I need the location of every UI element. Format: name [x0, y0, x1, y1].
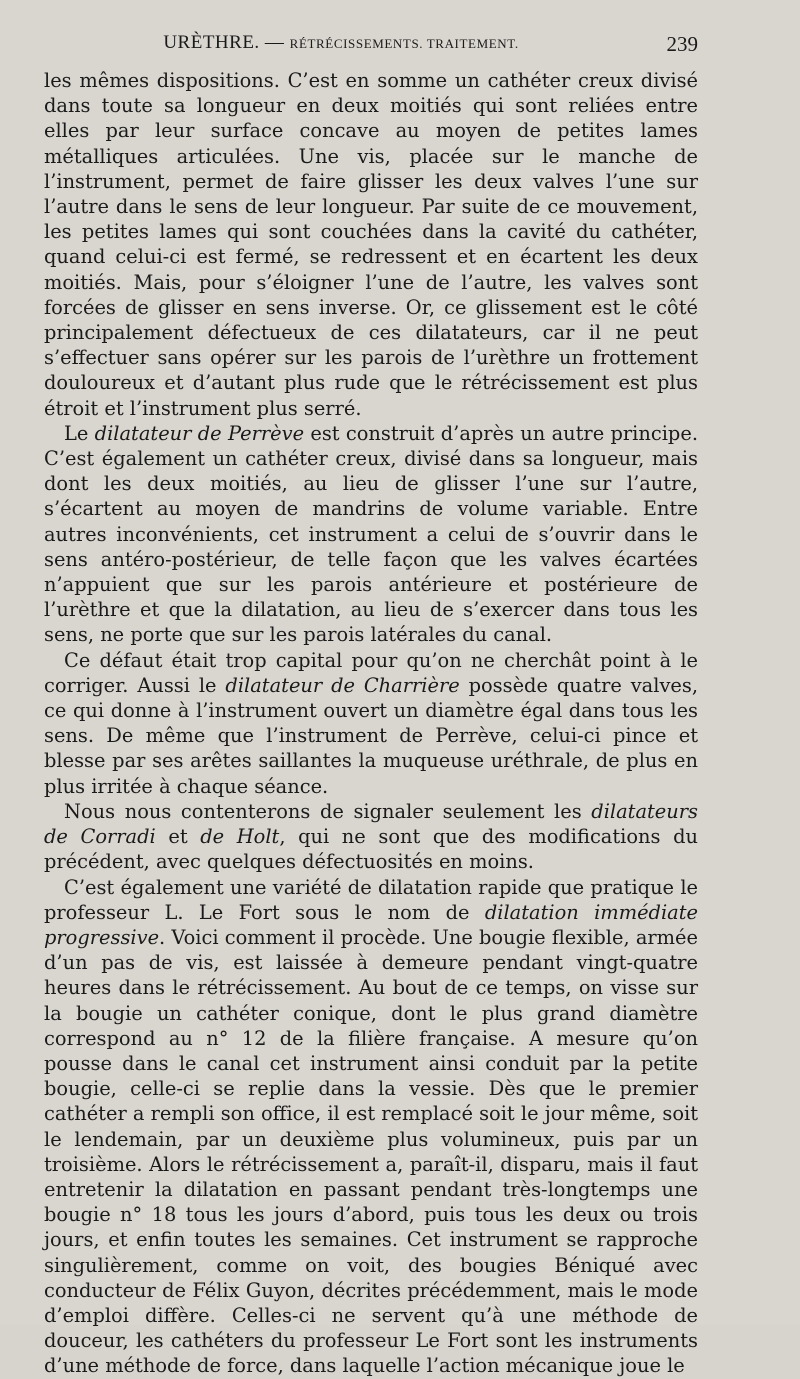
paragraph-3-italic-a: dilatateur de Charrière — [225, 673, 460, 697]
paragraph-4 — [44, 799, 698, 875]
paragraph-1: les mêmes dispositions. C’est en somme un cathéter creux divisé dans toute sa longueur en deux moitiés qui sont reliées entre elles par leur surface concave au moyen de petites lames métalliques articulées. Une vis, placée sur le manche de l’instrument, permet de faire glisser les deux valves l’une sur l’autre dans le sens de leur longueur. Par suite de ce mouvement, les petites lames qui sont couchées dans la cavité du cathéter, quand celui-ci est fermé, se redressent et en écartent les deux moitiés. Mais, pour s’éloigner l’une de l’autre, les valves sont forcées de glisser en sens inverse. Or, ce glissement est le côté principalement défectueux de ces dilatateurs, car il ne peut s’effectuer sans opérer sur les parois de l’urèthre un frottement douloureux et d’autant plus rude que le rétrécissement est plus étroit et l’instrument plus serré. — [44, 69, 698, 420]
page-number: 239 — [666, 32, 698, 56]
paragraph-2-text-a: Le — [64, 421, 95, 445]
header-section: RÉTRÉCISSEMENTS. TRAITEMENT. — [289, 36, 519, 51]
paragraph-3 — [44, 648, 698, 799]
header-title: URÈTHRE. — [163, 32, 260, 53]
paragraph-4-text-a: Nous nous contenterons de signaler seulement les — [64, 799, 592, 823]
paragraph-3-text-a: Ce défaut était trop capital pour qu’on ne cherchât point à le corriger. Aussi le — [44, 648, 698, 697]
paragraph-3-text-b: possède quatre valves, ce qui donne à l’instrument ouvert un diamètre égal dans tous les sens. De même que l’instrument de Perrève, celui-ci pince et blesse par ses arêtes saillantes la muqueuse uréthrale, de plus en plus irritée à chaque séance. — [44, 673, 698, 798]
paragraph-5-italic-a: dilatation immédiate progressive — [44, 900, 698, 949]
paragraph-2-italic-a: dilatateur de Perrève — [94, 421, 305, 445]
paragraph-2-text-b: est construit d’après un autre principe. C’est également un cathéter creux, divisé dans sa longueur, mais dont les deux moitiés, au lieu de glisser l’une sur l’autre, s’écartent au moyen de mandrins de volume variable. Entre autres inconvénients, cet instrument a celui de s’ouvrir dans le sens antéro-postérieur, de telle façon que les valves écartées n’appuient que sur les parois antérieure et postérieure de l’urèthre et que la dilatation, au lieu de s’exercer dans tous les sens, ne porte que sur les parois latérales du canal. — [44, 421, 698, 647]
running-header — [44, 32, 698, 60]
paragraph-4-italic-a: dilatateurs de Corradi — [44, 799, 698, 849]
paragraph-2 — [44, 421, 698, 648]
paragraph-4-italic-b: de Holt — [200, 825, 280, 849]
header-dash: — — [259, 32, 290, 53]
paragraph-5-text-b: . Voici comment il procède. Une bougie flexible, armée d’un pas de vis, est laissée à demeure pendant vingt-quatre heures dans le rétrécissement. Au bout de ce temps, on visse sur la bougie un cathéter conique, dont le plus grand diamètre correspond au n° 12 de la filière française. A mesure qu’on pousse dans le canal cet instrument ainsi conduit par la petite bougie, celle-ci se replie dans la vessie. Dès que le premier cathéter a rempli son office, il est remplacé soit le jour même, soit le lendemain, par un deuxième plus volumineux, puis par un troisième. Alors le rétrécissement a, paraît-il, disparu, mais il faut entretenir la dilatation en passant pendant très-longtemps une bougie n° 18 tous les jours d’abord, puis tous les deux ou trois jours, et enfin toutes les semaines. Cet instrument se rapproche singulièrement, comme on voit, des bougies Béniqué avec conducteur de Félix Guyon, décrites précédemment, mais le mode d’emploi diffère. Celles-ci ne servent qu’à une méthode de douceur, les cathéters du professeur Le Fort sont les instruments d’une méthode de force, dans laquelle l’action mécanique joue le — [44, 925, 698, 1378]
paragraph-5-text-a: C’est également une variété de dilatation rapide que pratique le professeur L. Le Fort sous le nom de — [44, 875, 698, 924]
paragraph-5 — [44, 875, 698, 1379]
body-text — [44, 68, 698, 1379]
header-title-line — [44, 32, 638, 54]
paragraph-4-text-c: , qui ne sont que des modifications du précédent, avec quelques défectuosités en moins. — [44, 825, 698, 874]
paragraph-4-text-b: et — [155, 825, 201, 849]
